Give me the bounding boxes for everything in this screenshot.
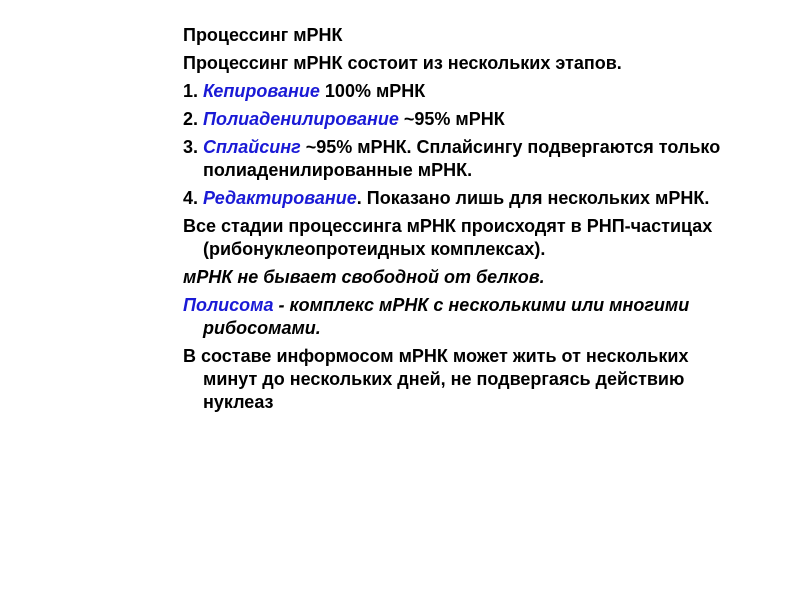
polysome-term: Полисома [183, 295, 274, 315]
step-3-number: 3. [183, 137, 204, 157]
step-2-term: Полиаденилирование [203, 109, 399, 129]
step-4-text: . Показано лишь для нескольких мРНК. [356, 188, 710, 208]
informosome-statement: В составе информосом мРНК может жить от нескольких минут до нескольких дней, не подвергаясь действию нуклеаз [183, 346, 689, 412]
polysome-text: - комплекс мРНК с несколькими или многими рибосомами. [203, 295, 690, 338]
step-1-number: 1. [183, 81, 204, 101]
step-2 [183, 108, 743, 131]
step-2-number: 2. [183, 109, 204, 129]
step-3 [183, 136, 743, 182]
step-4 [183, 187, 743, 210]
intro-text: Процессинг мРНК состоит из нескольких этапов. [183, 53, 622, 73]
slide-content [183, 24, 743, 419]
step-3-text: ~95% мРНК. Сплайсингу подвергаются только полиаденилированные мРНК. [203, 137, 721, 180]
step-1-term: Кепирование [203, 81, 320, 101]
step-1-text: 100% мРНК [319, 81, 426, 101]
rnp-statement: Все стадии процессинга мРНК происходят в РНП-частицах (рибонуклеопротеидных комплексах). [183, 216, 713, 259]
step-4-number: 4. [183, 188, 204, 208]
polysome-definition [183, 294, 743, 340]
step-2-text: ~95% мРНК [398, 109, 505, 129]
slide-title: Процессинг мРНК [183, 25, 343, 45]
protein-statement: мРНК не бывает свободной от белков. [183, 267, 545, 287]
step-4-term: Редактирование [203, 188, 357, 208]
step-1 [183, 80, 743, 103]
step-3-term: Сплайсинг [203, 137, 301, 157]
